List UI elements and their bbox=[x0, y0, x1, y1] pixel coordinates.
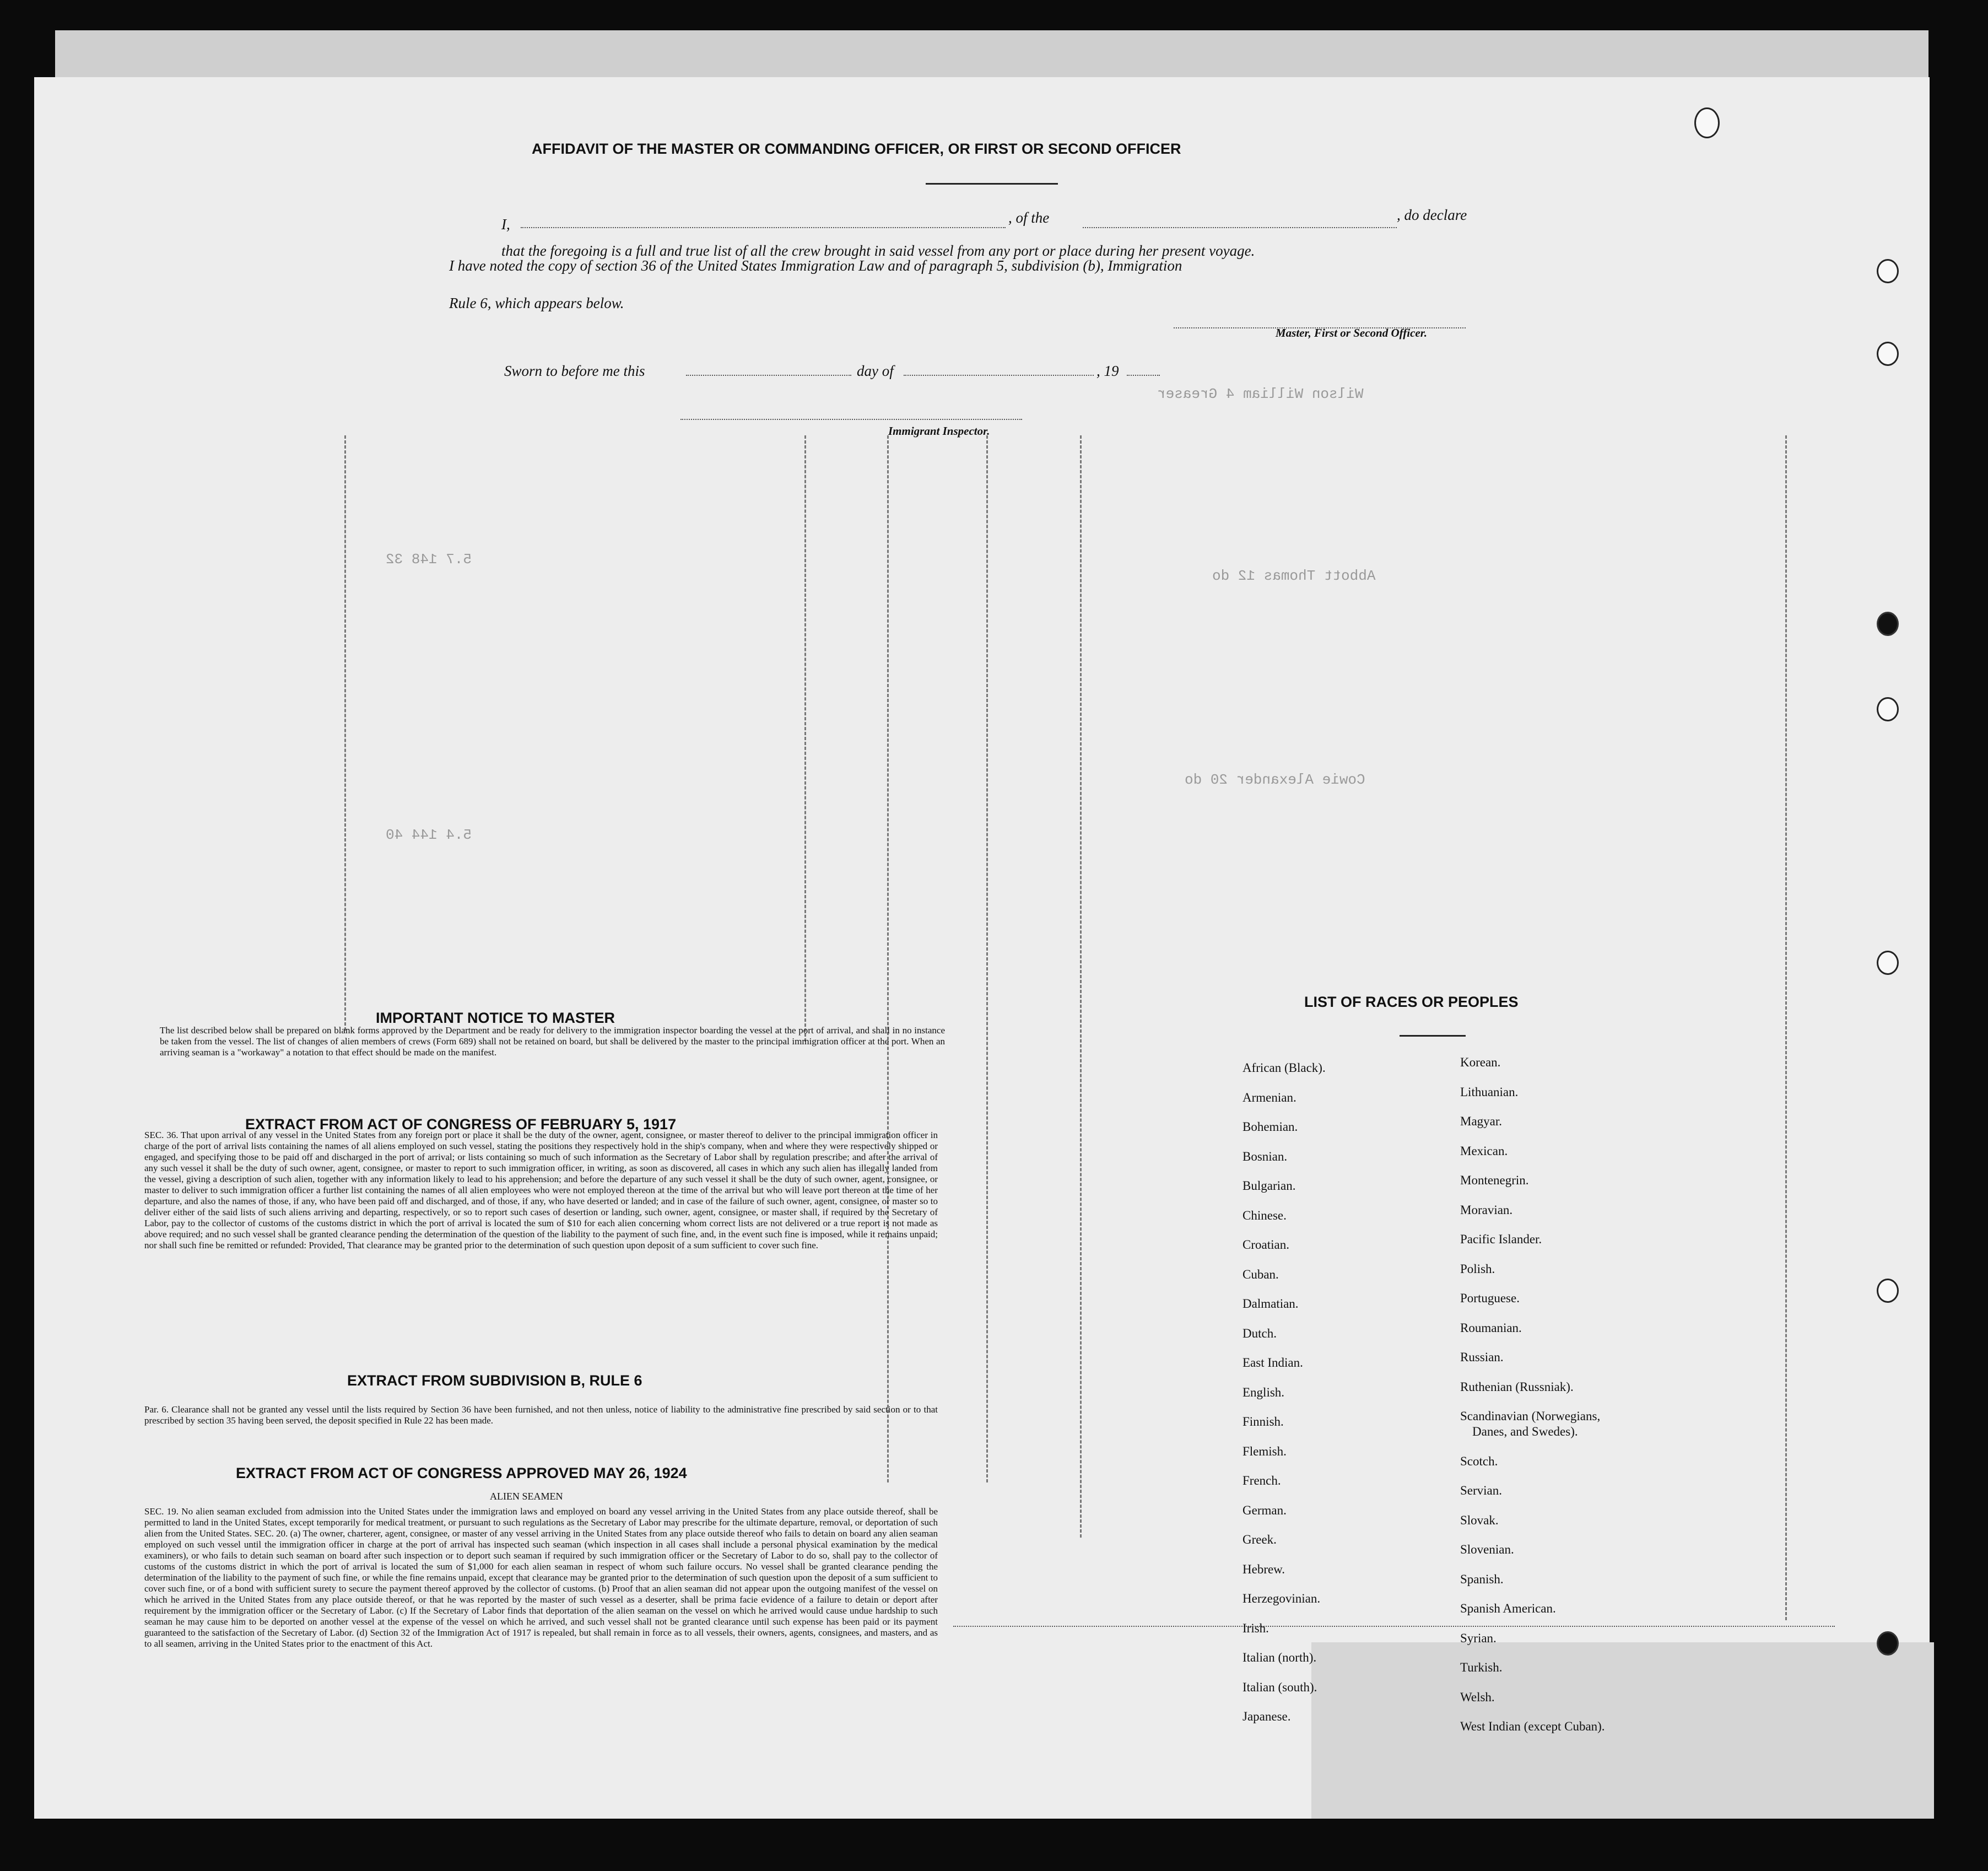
bleed-through-text: Cowie Alexander 20 do bbox=[1185, 772, 1365, 788]
race-item: Spanish American. bbox=[1460, 1602, 1556, 1615]
race-item: Irish. bbox=[1242, 1621, 1269, 1635]
race-item: Montenegrin. bbox=[1460, 1173, 1529, 1187]
signature-label: Master, First or Second Officer. bbox=[1276, 326, 1427, 339]
page-top-edge bbox=[55, 30, 1928, 80]
race-item: Mexican. bbox=[1460, 1144, 1508, 1158]
race-item: Chinese. bbox=[1242, 1208, 1287, 1222]
inspector-signature-field[interactable] bbox=[680, 419, 1022, 420]
extract-1924-body: SEC. 19. No alien seaman excluded from admission into the United States under the immigration laws and employed on board any vessel arriving in the United States from any place outside thereof, shall be permitted to land in the United States, except temporarily for medical treatment, or pursuant to such regulations as the Secretary of Labor may prescribe for the ultimate departure, removal, or deportation of such alien from the United States. SEC. 20. (a) The owner, charterer, agent, consignee, or master of any vessel arriving in the United States from any place outside thereof who fails to detain on board any alien seaman employed on such vessel until the immigration officer in charge at the port of arrival has inspected such seaman (which inspection in all cases shall include a personal physical examination by the medical examiners), or who fails to detain such seaman on board after such inspection or to deport such seaman if required by such immigration officer or the Secretary of Labor to do so, shall pay to the collector of customs of the customs district in which the port of arrival is located the sum of $1,000 for each alien seaman in respect of whom such failure occurs. No vessel shall be granted clearance pending the determination of the liability to the payment of such fine, or while the fine remains unpaid, except that clearance may be granted prior to the determination of such question upon the deposit of a sum sufficient to cover such fine, or of a bond with sufficient surety to secure the payment thereof approved by the collector of customs. (b) Proof that an alien seaman did not appear upon the outgoing manifest of the vessel on which he arrived in the United States from any place outside thereof, or that he was reported by the master of such vessel as a deserter, shall be prima facie evidence of a failure to detain or deport after requirement by the immigration officer or the Secretary of Labor. (c) If the Secretary of Labor finds that deportation of the alien seaman on the vessel on which he arrived would cause undue hardship to such seaman he may cause him to be deported on another vessel at the expense of the vessel on which he arrived, and such vessel shall not be granted clearance until such expense has been paid or its payment guaranteed to the satisfaction of the Secretary of Labor. (d) Section 32 of the Immigration Act of 1917 is repealed, but shall remain in force as to all vessels, their owners, agents, consignees, and masters, and as to all seamen, arriving in the United States prior to the enactment of this Act. bbox=[144, 1506, 938, 1649]
race-item: Servian. bbox=[1460, 1484, 1503, 1497]
races-underline bbox=[1400, 1035, 1466, 1037]
extract-1917-body: SEC. 36. That upon arrival of any vessel in the United States from any foreign port or place it shall be the duty of the owner, agent, consignee, or master thereof to deliver to the principal immigration officer in charge of the port of arrival lists containing the names of all aliens employed on such vessel, stating the positions they respectively hold in the ship's company, when and where they were respectively shipped or engaged, and specifying those to be paid off and discharged in the port of arrival; or lists containing so much of such information as the Secretary of Labor shall by regulation prescribe; and after the arrival of any such vessel it shall be the duty of such owner, agent, consignee, or master to report to such immigration officer, in writing, as soon as discovered, all cases in which any such alien has illegally landed from the vessel, giving a description of such alien, together with any information likely to lead to his apprehension; and before the departure of any such vessel it shall be the duty of such owner, agent, consignee, or master to deliver to such immigration officer a further list containing the names of all alien employees who were not employed thereon at the time of the arrival but who will leave port thereon at the time of her departure, and also the names of those, if any, who have been paid off and discharged, and of those, if any, who have deserted or landed; and in case of the failure of such owner, agent, consignee, or master so to deliver either of the said lists of such aliens arriving and departing, respectively, or so to report such cases of desertion or landing, such owner, agent, consignee, or master shall, if required by the Secretary of Labor, pay to the collector of customs of the customs district in which the port of arrival is located the sum of $10 for each alien concerning whom correct lists are not delivered or a true report is not made as above required; and no such vessel shall be granted clearance pending the determination of the question of the liability to the payment of such fine, and, in the event such fine is imposed, while it remains unpaid; nor shall such fine be remitted or refunded: Provided, That clearance may be granted prior to the determination of such question upon deposit of a sum sufficient to cover such fine. bbox=[144, 1130, 938, 1250]
race-item: African (Black). bbox=[1242, 1061, 1326, 1075]
table-column-line bbox=[986, 435, 988, 1482]
race-item: Italian (south). bbox=[1242, 1680, 1317, 1694]
race-item: Bosnian. bbox=[1242, 1149, 1288, 1163]
title-underline bbox=[926, 183, 1058, 185]
punch-hole bbox=[1877, 1279, 1899, 1303]
race-item: East Indian. bbox=[1242, 1356, 1303, 1369]
race-item: English. bbox=[1242, 1385, 1285, 1399]
race-item: Danes, and Swedes). bbox=[1472, 1425, 1578, 1438]
race-item: Cuban. bbox=[1242, 1267, 1279, 1281]
sworn-month-field[interactable] bbox=[904, 375, 1094, 376]
bleed-through-text: 5.7 148 32 bbox=[386, 551, 472, 568]
affidavit-of-the: , of the bbox=[1008, 209, 1050, 226]
table-bottom-line bbox=[953, 1626, 1835, 1627]
race-item: Bulgarian. bbox=[1242, 1179, 1296, 1193]
race-item: West Indian (except Cuban). bbox=[1460, 1719, 1605, 1733]
sworn-day-field[interactable] bbox=[686, 375, 851, 376]
race-item: German. bbox=[1242, 1503, 1287, 1517]
race-item: Greek. bbox=[1242, 1533, 1277, 1546]
race-item: Hebrew. bbox=[1242, 1562, 1285, 1576]
sworn-year: , 19 bbox=[1096, 363, 1119, 379]
page-number-circle bbox=[1694, 107, 1720, 138]
race-item: Portuguese. bbox=[1460, 1291, 1520, 1305]
bleed-through-text: Abbott Thomas 12 do bbox=[1212, 568, 1376, 584]
sworn-year-field[interactable] bbox=[1127, 375, 1160, 376]
race-item: Slovenian. bbox=[1460, 1543, 1514, 1556]
extract-1917-title: EXTRACT FROM ACT OF CONGRESS OF FEBRUARY 5, 1917 bbox=[245, 1116, 677, 1133]
race-item: Japanese. bbox=[1242, 1710, 1291, 1723]
race-item: Lithuanian. bbox=[1460, 1085, 1519, 1099]
table-column-line bbox=[1080, 435, 1082, 1538]
table-column-line bbox=[344, 435, 346, 1031]
race-item: Roumanian. bbox=[1460, 1320, 1522, 1335]
race-item: Slovak. bbox=[1460, 1513, 1499, 1527]
race-item: Scandinavian (Norwegians, bbox=[1460, 1409, 1601, 1423]
affidavit-line-3: I have noted the copy of section 36 of the United States Immigration Law and of paragraph 5, subdivision (b), Immigration bbox=[449, 257, 1182, 274]
punch-hole bbox=[1877, 612, 1899, 636]
race-item: Turkish. bbox=[1460, 1660, 1503, 1674]
race-item: Bohemian. bbox=[1242, 1120, 1298, 1134]
race-item: Spanish. bbox=[1460, 1572, 1504, 1586]
race-item: Dalmatian. bbox=[1242, 1297, 1299, 1311]
race-item: Syrian. bbox=[1460, 1631, 1497, 1645]
race-item: Russian. bbox=[1460, 1350, 1504, 1364]
table-column-line bbox=[887, 435, 889, 1482]
extract-1924-title: EXTRACT FROM ACT OF CONGRESS APPROVED MAY 26, 1924 bbox=[236, 1465, 687, 1481]
affidavit-line-2: that the foregoing is a full and true list of all the crew brought in said vessel from any port or place during her present voyage. bbox=[501, 242, 1255, 259]
race-item: Polish. bbox=[1460, 1261, 1495, 1276]
race-item: Finnish. bbox=[1242, 1415, 1284, 1428]
race-item: Herzegovinian. bbox=[1242, 1592, 1321, 1605]
extract-rule6-title: EXTRACT FROM SUBDIVISION B, RULE 6 bbox=[347, 1372, 642, 1389]
table-column-line bbox=[1785, 435, 1787, 1620]
notice-body: The list described below shall be prepared on blank forms approved by the Department and be ready for delivery to the immigration inspector boarding the vessel at the port of arrival, and shall in no instance be taken from the vessel. The list of changes of alien members of crews (Form 689) shall not be retained on board, but shall be delivered by the master to the principal immigration officer at the port. When an arriving seaman is a "workaway" a notation to that effect should be made on the manifest. bbox=[160, 1025, 945, 1058]
extract-rule6-body: Par. 6. Clearance shall not be granted any vessel until the lists required by Section 36 have been furnished, and not then unless, notice of liability to the administrative fine prescribed by said section or to that prescribed by section 35 having been served, the deposit specified in Rule 22 has been made. bbox=[144, 1404, 938, 1426]
race-item: Pacific Islander. bbox=[1460, 1232, 1542, 1246]
race-item: Welsh. bbox=[1460, 1690, 1495, 1704]
race-item: Scotch. bbox=[1460, 1454, 1498, 1468]
affidavit-line-4: Rule 6, which appears below. bbox=[449, 295, 624, 311]
sworn-day-of: day of bbox=[857, 363, 894, 379]
affidavit-declare: , do declare bbox=[1397, 207, 1467, 223]
race-item: Flemish. bbox=[1242, 1444, 1287, 1458]
affidavit-i: I, bbox=[501, 216, 510, 233]
race-item: Dutch. bbox=[1242, 1326, 1277, 1340]
table-column-line bbox=[804, 435, 806, 1042]
races-title: LIST OF RACES OR PEOPLES bbox=[1304, 994, 1519, 1010]
punch-hole bbox=[1877, 951, 1899, 975]
page-bottom-edge bbox=[1311, 1642, 1934, 1819]
race-item: Croatian. bbox=[1242, 1238, 1289, 1252]
races-left-column bbox=[1242, 1061, 1326, 1739]
race-item: French. bbox=[1242, 1474, 1281, 1487]
punch-hole bbox=[1877, 342, 1899, 366]
master-name-field[interactable] bbox=[521, 227, 1006, 228]
punch-hole bbox=[1877, 259, 1899, 283]
race-item: Magyar. bbox=[1460, 1114, 1503, 1128]
vessel-name-field[interactable] bbox=[1083, 227, 1397, 228]
race-item: Ruthenian (Russniak). bbox=[1460, 1379, 1574, 1394]
extract-1924-subtitle: ALIEN SEAMEN bbox=[490, 1491, 563, 1502]
sworn-prefix: Sworn to before me this bbox=[504, 363, 645, 379]
punch-hole bbox=[1877, 1631, 1899, 1656]
notice-title: IMPORTANT NOTICE TO MASTER bbox=[376, 1010, 615, 1026]
race-item: Italian (north). bbox=[1242, 1651, 1317, 1664]
races-right-column bbox=[1460, 1055, 1605, 1749]
bleed-through-text: Wilson William 4 Greaser bbox=[1157, 386, 1364, 402]
punch-hole bbox=[1877, 697, 1899, 721]
inspector-label: Immigrant Inspector. bbox=[888, 424, 990, 438]
race-item: Armenian. bbox=[1242, 1090, 1296, 1104]
affidavit-title: AFFIDAVIT OF THE MASTER OR COMMANDING OFFICER, OR FIRST OR SECOND OFFICER bbox=[532, 141, 1181, 157]
race-item: Moravian. bbox=[1460, 1203, 1513, 1217]
bleed-through-text: 5.4 144 40 bbox=[386, 827, 472, 843]
race-item: Korean. bbox=[1460, 1055, 1501, 1069]
